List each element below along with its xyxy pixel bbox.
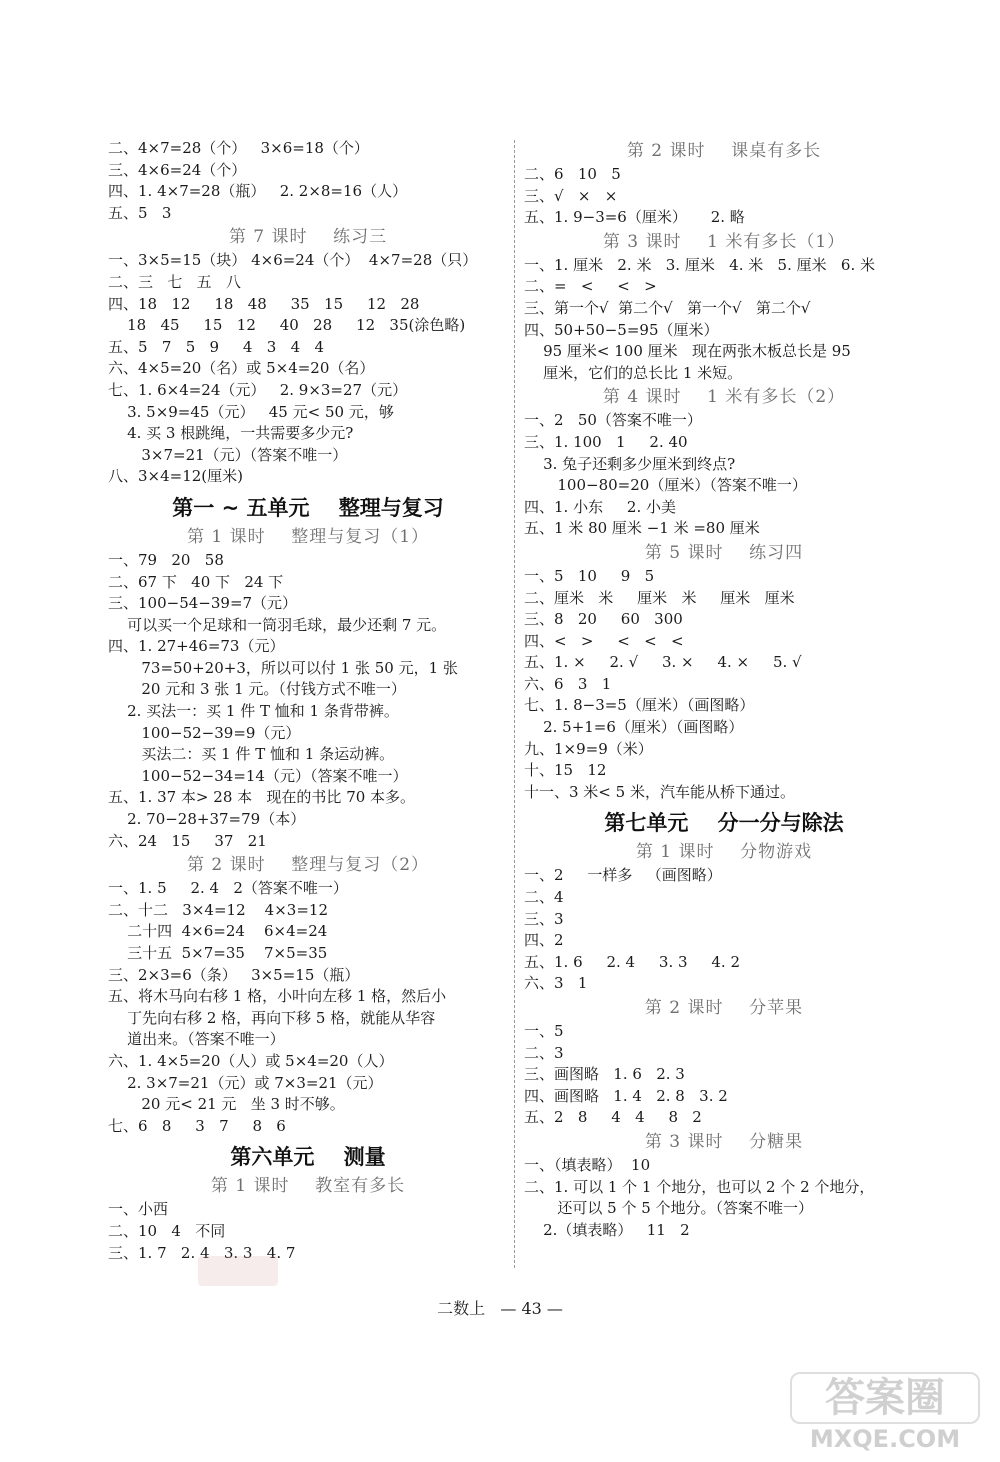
lesson-heading: 第 5 课时 练习四: [644, 542, 804, 563]
right-column: [524, 138, 924, 1241]
answer-line: 2. 5+1=6（厘米）（画图略）: [524, 718, 744, 737]
answer-line: 五、2 8 4 4 8 2: [524, 1108, 702, 1127]
answer-line: 三、第一个√ 第二个√ 第一个√ 第二个√: [524, 298, 811, 317]
lesson-heading: 第 2 课时 分苹果: [644, 998, 804, 1018]
answer-line: 二、67 下 40 下 24 下: [108, 572, 284, 591]
answer-line: 二、三 七 五 八: [108, 272, 241, 291]
answer-line: 四、1. 27+46=73（元）: [108, 637, 285, 656]
answer-line: 二、4×7=28（个） 3×6=18（个）: [108, 139, 369, 157]
answer-line: 二、4: [524, 888, 564, 907]
answer-line: 三、1. 100 1 2. 40: [524, 432, 688, 451]
answer-line: 五、5 7 5 9 4 3 4 4: [108, 337, 325, 356]
answer-line: 三、100−54−39=7（元）: [108, 594, 298, 613]
watermark-url: MXQE.COM: [809, 1425, 961, 1453]
answer-line: 五、1 米 80 厘米 −1 米 =80 厘米: [524, 519, 760, 538]
answer-line: 3. 5×9=45（元） 45 元< 50 元，够: [108, 402, 394, 421]
answer-line: 一、1. 5 2. 4 2（答案不唯一）: [108, 879, 348, 898]
left-column: [108, 138, 508, 1264]
answer-line: 四、2: [524, 931, 564, 950]
faded-stamp: [198, 1256, 278, 1286]
answer-line: 一、79 20 58: [108, 550, 224, 569]
answer-line: 三、4×6=24（个）: [108, 160, 247, 179]
answer-line: 四、1. 小东 2. 小美: [524, 497, 677, 516]
answer-line: 20 元和 3 张 1 元。（付钱方式不唯一）: [108, 680, 406, 699]
answer-line: 三、画图略 1. 6 2. 3: [524, 1065, 685, 1084]
answer-line: 十一、3 米< 5 米，汽车能从桥下通过。: [524, 782, 795, 801]
answer-line: 五、将木马向右移 1 格，小叶向左移 1 格，然后小: [108, 987, 447, 1006]
answer-line: 六、3 1: [524, 974, 588, 993]
answer-line: 一、2 50（答案不唯一）: [524, 411, 702, 430]
answer-line: 七、1. 8−3=5（厘米）（画图略）: [524, 696, 755, 715]
answer-line: 二、3: [524, 1043, 564, 1062]
answer-line: 一、1. 厘米 2. 米 3. 厘米 4. 米 5. 厘米 6. 米: [524, 255, 875, 274]
watermark: [790, 1372, 980, 1456]
answer-line: 五、5 3: [108, 203, 172, 222]
answer-line: 丁先向右移 2 格，再向下移 5 格，就能从华容: [108, 1008, 436, 1027]
unit-heading: 第一 ~ 五单元 整理与复习: [172, 495, 444, 520]
answer-line: 四、< > < < <: [524, 631, 684, 650]
answer-line: 三、2×3=6（条） 3×5=15（瓶）: [108, 965, 360, 984]
answer-line: 二、= < < >: [524, 277, 657, 296]
answer-line: 六、4×5=20（名）或 5×4=20（名）: [108, 359, 375, 378]
answer-line: 一、（填表略） 10: [524, 1155, 651, 1174]
unit-heading: 第六单元 测量: [230, 1145, 386, 1170]
answer-line: 三、8 20 60 300: [524, 610, 683, 629]
answer-line: 一、5 10 9 5: [524, 566, 655, 585]
answer-line: 二、十二 3×4=12 4×3=12: [108, 900, 328, 919]
answer-line: 3×7=21（元）（答案不唯一）: [108, 445, 348, 464]
answer-line: 一、5: [524, 1022, 564, 1040]
answer-line: 三、√ × ×: [524, 186, 618, 205]
answer-line: 四、50+50−5=95（厘米）: [524, 320, 719, 339]
answer-line: 四、18 12 18 48 35 15 12 28: [108, 294, 420, 313]
answer-line: 2. 3×7=21（元）或 7×3=21（元）: [108, 1073, 383, 1092]
answer-line: 18 45 15 12 40 28 12 35(涂色略): [108, 316, 466, 335]
lesson-heading: 第 3 课时 1 米有多长（1）: [602, 231, 846, 252]
answer-line: 六、1. 4×5=20（人）或 5×4=20（人）: [108, 1051, 394, 1070]
answer-line: 三十五 5×7=35 7×5=35: [108, 944, 328, 962]
lesson-heading: 第 3 课时 分糖果: [644, 1131, 804, 1152]
answer-line: 100−52−34=14（元）（答案不唯一）: [108, 766, 408, 785]
answer-line: 厘米，它们的总长比 1 米短。: [524, 363, 743, 382]
answer-line: 4. 买 3 根跳绳，一共需要多少元?: [108, 424, 354, 443]
lesson-heading: 第 7 课时 练习三: [228, 227, 388, 248]
answer-line: 2. 70−28+37=79（本）: [108, 810, 306, 829]
answer-line: 二、6 10 5: [524, 165, 621, 183]
answer-line: 道出来。（答案不唯一）: [108, 1030, 285, 1049]
answer-line: 2. 买法一：买 1 件 T 恤和 1 条背带裤。: [108, 702, 399, 721]
lesson-heading: 第 1 课时 整理与复习（1）: [186, 526, 430, 547]
answer-line: 100−80=20（厘米）（答案不唯一）: [524, 476, 807, 495]
answer-line: 20 元< 21 元 坐 3 时不够。: [108, 1095, 345, 1114]
answer-line: 一、3×5=15（块） 4×6=24（个） 4×7=28（只）: [108, 251, 478, 270]
answer-line: 五、1. × 2. √ 3. × 4. × 5. √: [524, 653, 802, 672]
answer-line: 二、厘米 米 厘米 米 厘米 厘米: [524, 588, 795, 607]
answer-line: 三、3: [524, 909, 564, 928]
answer-line: 五、1. 6 2. 4 3. 3 4. 2: [524, 952, 741, 971]
answer-line: 八、3×4=12(厘米): [108, 467, 244, 486]
lesson-heading: 第 4 课时 1 米有多长（2）: [602, 387, 846, 408]
answer-line: 买法二：买 1 件 T 恤和 1 条运动裤。: [108, 745, 395, 764]
answer-line: 六、24 15 37 21: [108, 831, 267, 850]
answer-line: 2.（填表略） 11 2: [524, 1220, 690, 1239]
answer-line: 三、1. 7 2. 4 3. 3 4. 7: [108, 1243, 296, 1262]
lesson-heading: 第 1 课时 教室有多长: [210, 1176, 406, 1197]
answer-line: 可以买一个足球和一筒羽毛球，最少还剩 7 元。: [108, 615, 447, 634]
answer-line: 二、1. 可以 1 个 1 个地分，也可以 2 个 2 个地分，: [524, 1177, 875, 1196]
answer-line: 七、1. 6×4=24（元） 2. 9×3=27（元）: [108, 380, 408, 399]
answer-line: 五、1. 9−3=6（厘米） 2. 略: [524, 208, 745, 227]
answer-line: 100−52−39=9（元）: [108, 723, 301, 742]
answer-line: 3. 兔子还剩多少厘米到终点?: [524, 454, 736, 473]
answer-line: 五、1. 37 本> 28 本 现在的书比 70 本多。: [108, 788, 416, 807]
lesson-heading: 第 2 课时 课桌有多长: [626, 141, 822, 161]
answer-line: 95 厘米< 100 厘米 现在两张木板总长是 95: [524, 342, 851, 361]
answer-line: 一、2 一样多 （画图略）: [524, 866, 722, 885]
column-divider: [514, 140, 515, 1268]
answer-line: 七、6 8 3 7 8 6: [108, 1116, 286, 1135]
answer-line: 九、1×9=9（米）: [524, 739, 653, 758]
lesson-heading: 第 2 课时 整理与复习（2）: [186, 855, 430, 876]
page-footer: 二数上 — 43 —: [437, 1299, 563, 1318]
watermark-logo: 答案圈: [790, 1372, 980, 1424]
answer-line: 二十四 4×6=24 6×4=24: [108, 922, 328, 941]
answer-line: 六、6 3 1: [524, 674, 612, 693]
answer-line: 二、10 4 不同: [108, 1221, 226, 1240]
answer-line: 还可以 5 个 5 个地分。（答案不唯一）: [524, 1199, 814, 1218]
unit-heading: 第七单元 分一分与除法: [604, 811, 844, 836]
answer-line: 四、画图略 1. 4 2. 8 3. 2: [524, 1086, 728, 1105]
answer-line: 十、15 12: [524, 761, 607, 780]
answer-line: 73=50+20+3，所以可以付 1 张 50 元，1 张: [108, 658, 458, 677]
lesson-heading: 第 1 课时 分物游戏: [635, 842, 813, 863]
answer-line: 四、1. 4×7=28（瓶） 2. 2×8=16（人）: [108, 182, 408, 201]
answer-line: 一、小西: [108, 1200, 169, 1219]
